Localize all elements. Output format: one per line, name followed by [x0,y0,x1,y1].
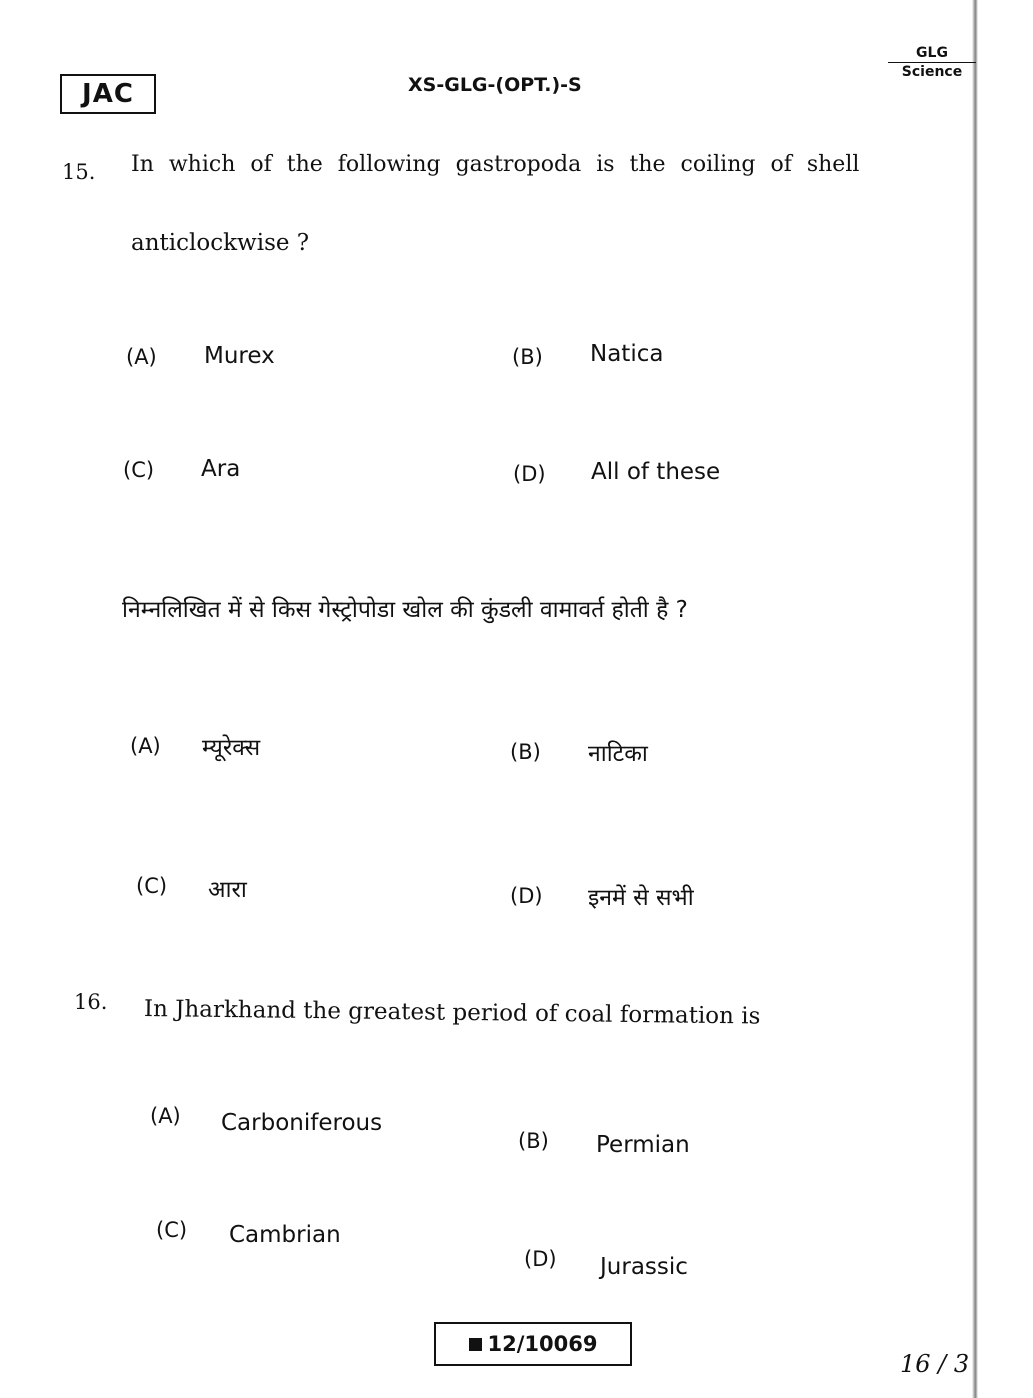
subject-name: Science [901,64,963,80]
option-label: (A) [126,345,157,369]
option-text: Murex [204,343,275,369]
question-number: 16. [74,990,108,1014]
option-label: (C) [136,874,168,898]
booklet-number: 12/10069 [487,1332,598,1356]
option-text: Cambrian [229,1222,341,1248]
option-text: नाटिका [588,741,648,767]
option-label: (D) [510,884,543,908]
question-text-hi: निम्नलिखित में से किस गेस्ट्रोपोडा खोल की कुंडली वामावर्त होती है ? [122,597,688,623]
option-label: (A) [150,1104,181,1128]
option-label: (C) [156,1218,188,1242]
option-label: (B) [512,345,543,369]
booklet-number-box [434,1322,632,1366]
question-text-en-line1: In which of the following gastropoda is the coiling of shell [131,152,860,177]
option-text: इनमें से सभी [588,885,694,911]
option-label: (D) [524,1247,557,1271]
question-text-en-line1: In Jharkhand the greatest period of coal formation is [143,996,761,1030]
option-label: (B) [518,1129,549,1153]
option-label: (D) [513,462,546,486]
option-label: (B) [510,740,541,764]
option-label: (A) [130,734,161,758]
option-text: All of these [591,459,721,485]
option-label: (C) [123,458,155,482]
option-text: Permian [596,1132,690,1158]
option-text: आरा [208,877,247,903]
page-number: 16 / 3 [900,1350,970,1378]
page-edge-shadow [972,0,978,1398]
subject-code: GLG [888,44,976,63]
option-text: Carboniferous [221,1110,383,1136]
option-text: Ara [201,456,241,482]
paper-code: XS-GLG-(OPT.)-S [408,74,582,96]
option-text: Jurassic [600,1254,688,1280]
square-bullet-icon [469,1338,482,1351]
subject-tag [888,44,976,81]
option-text: Natica [590,341,664,367]
question-number: 15. [62,160,96,184]
board-badge: JAC [60,74,156,114]
option-text: म्यूरेक्स [202,735,261,761]
question-text-en-line2: anticlockwise ? [131,230,310,256]
